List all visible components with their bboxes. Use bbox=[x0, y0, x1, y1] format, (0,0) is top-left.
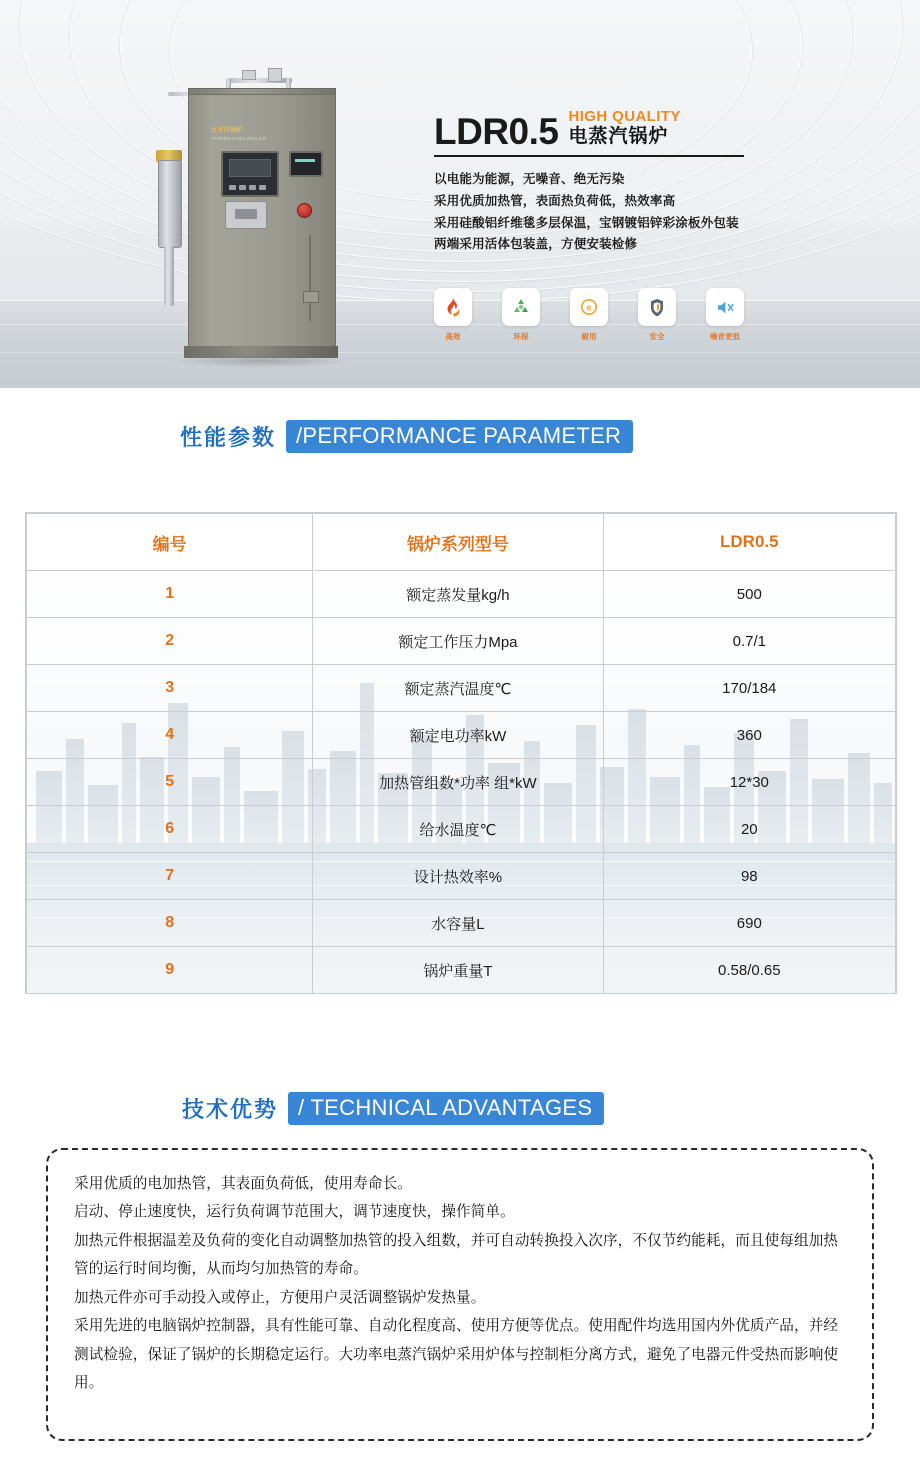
product-model: LDR0.5 bbox=[434, 110, 559, 152]
performance-parameter-table-container bbox=[25, 512, 897, 994]
cell-index: 7 bbox=[27, 853, 313, 900]
performance-title-en: /PERFORMANCE PARAMETER bbox=[286, 420, 633, 453]
advantages-title-cn: 技术优势 bbox=[182, 1097, 279, 1122]
cell-parameter: 加热管组数*功率 组*kW bbox=[313, 759, 603, 806]
cell-parameter: 额定电功率kW bbox=[313, 712, 603, 759]
panel-buttons bbox=[229, 185, 266, 190]
feature-item-safety bbox=[638, 288, 676, 342]
table-row bbox=[27, 947, 896, 994]
cell-value: 12*30 bbox=[603, 759, 895, 806]
panel-screen bbox=[229, 159, 271, 177]
machine-shadow bbox=[172, 354, 352, 368]
advantage-paragraph: 采用先进的电脑锅炉控制器，具有性能可靠、自动化程度高、使用方便等优点。使用配件均选用国内外优质产品，并经测试检验，保证了锅炉的长期稳定运行。大功率电蒸汽锅炉采用炉体与控制柜分离方式，避免了电器元件受热而影响使用。 bbox=[74, 1318, 839, 1392]
table-row bbox=[27, 712, 896, 759]
cell-value: 98 bbox=[603, 853, 895, 900]
advantages-section-title bbox=[182, 1092, 604, 1125]
advantages-text bbox=[74, 1170, 846, 1398]
table-body bbox=[27, 571, 896, 994]
brand-logo bbox=[211, 127, 291, 145]
feature-label: 噪音更低 bbox=[710, 332, 740, 341]
hero-banner bbox=[0, 0, 920, 388]
cell-value: 500 bbox=[603, 571, 895, 618]
performance-title-cn: 性能参数 bbox=[180, 425, 277, 450]
control-knob bbox=[225, 201, 267, 229]
advantage-paragraph: 采用优质的电加热管，其表面负荷低，使用寿命长。 bbox=[74, 1176, 412, 1192]
advantages-title-en: / TECHNICAL ADVANTAGES bbox=[288, 1092, 604, 1125]
cell-parameter: 给水温度℃ bbox=[313, 806, 603, 853]
feature-item-efficiency bbox=[434, 288, 472, 342]
cell-index: 4 bbox=[27, 712, 313, 759]
electric-icon bbox=[570, 288, 608, 326]
valve-icon bbox=[268, 68, 282, 82]
header-cell-model: LDR0.5 bbox=[603, 514, 895, 571]
performance-section-title bbox=[180, 420, 633, 453]
control-panel bbox=[221, 151, 279, 197]
cell-index: 9 bbox=[27, 947, 313, 994]
door-handle bbox=[303, 291, 319, 303]
description-line: 以电能为能源，无噪音、绝无污染 bbox=[434, 171, 625, 186]
feature-label: 安全 bbox=[649, 332, 665, 341]
brand-logo-cn: 太平洋锅炉 bbox=[211, 128, 244, 134]
brand-logo-en: TAIPINGYANG BOILER bbox=[211, 136, 267, 141]
table-row bbox=[27, 665, 896, 712]
cell-index: 1 bbox=[27, 571, 313, 618]
flame-icon bbox=[434, 288, 472, 326]
machine-cabinet bbox=[188, 94, 336, 358]
filter-drain bbox=[164, 246, 174, 306]
product-headline bbox=[434, 108, 904, 256]
cell-value: 360 bbox=[603, 712, 895, 759]
cell-parameter: 额定蒸汽温度℃ bbox=[313, 665, 603, 712]
shield-icon bbox=[638, 288, 676, 326]
technical-advantages-box bbox=[46, 1148, 874, 1441]
mute-speaker-icon bbox=[706, 288, 744, 326]
feature-icon-list bbox=[434, 288, 744, 342]
water-filter bbox=[158, 160, 182, 248]
description-line: 采用硅酸铝纤维毯多层保温，宝钢镀铝锌彩涂板外包装 bbox=[434, 215, 739, 230]
description-line: 两端采用活体包装盖，方便安装检修 bbox=[434, 237, 638, 252]
advantage-paragraph: 加热元件根据温差及负荷的变化自动调整加热管的投入组数，并可自动转换投入次序，不仅节约能耗，而且使每组加热管的运行时间均衡，从而均匀加热管的寿命。 bbox=[74, 1232, 839, 1278]
product-description bbox=[434, 169, 904, 257]
cell-value: 0.7/1 bbox=[603, 618, 895, 665]
feature-item-low-noise bbox=[706, 288, 744, 342]
advantage-paragraph: 启动、停止速度快，运行负荷调节范围大，调节速度快，操作简单。 bbox=[74, 1204, 515, 1221]
cell-parameter: 额定工作压力Mpa bbox=[313, 618, 603, 665]
cabinet-seam bbox=[309, 235, 311, 321]
emergency-stop-button bbox=[297, 203, 312, 218]
feature-item-durable bbox=[570, 288, 608, 342]
table-row bbox=[27, 853, 896, 900]
boiler-product-image bbox=[182, 78, 340, 358]
headline-underline bbox=[434, 155, 744, 157]
table-row bbox=[27, 571, 896, 618]
cell-index: 2 bbox=[27, 618, 313, 665]
advantage-paragraph: 加热元件亦可手动投入或停止，方便用户灵活调整锅炉发热量。 bbox=[74, 1289, 486, 1306]
svg-text:e: e bbox=[586, 302, 592, 313]
cell-parameter: 设计热效率% bbox=[313, 853, 603, 900]
cell-parameter: 锅炉重量T bbox=[313, 947, 603, 994]
cell-value: 0.58/0.65 bbox=[603, 947, 895, 994]
cell-value: 170/184 bbox=[603, 665, 895, 712]
cell-parameter: 额定蒸发量kg/h bbox=[313, 571, 603, 618]
top-pipe bbox=[226, 78, 292, 83]
table-row bbox=[27, 900, 896, 947]
high-quality-label: HIGH QUALITY bbox=[568, 108, 681, 125]
feature-label: 环保 bbox=[513, 332, 529, 341]
feature-item-eco bbox=[502, 288, 540, 342]
feature-label: 高效 bbox=[445, 332, 461, 341]
performance-parameter-table bbox=[26, 513, 896, 994]
cell-index: 5 bbox=[27, 759, 313, 806]
cell-value: 690 bbox=[603, 900, 895, 947]
header-cell-series: 锅炉系列型号 bbox=[313, 514, 603, 571]
cell-index: 3 bbox=[27, 665, 313, 712]
table-header-row bbox=[27, 514, 896, 571]
cell-index: 8 bbox=[27, 900, 313, 947]
cell-value: 20 bbox=[603, 806, 895, 853]
valve-icon bbox=[242, 70, 256, 80]
description-line: 采用优质加热管，表面热负荷低，热效率高 bbox=[434, 193, 676, 208]
cell-index: 6 bbox=[27, 806, 313, 853]
table-row bbox=[27, 618, 896, 665]
table-row bbox=[27, 759, 896, 806]
recycle-icon bbox=[502, 288, 540, 326]
product-name-cn: 电蒸汽锅炉 bbox=[568, 126, 669, 147]
cell-parameter: 水容量L bbox=[313, 900, 603, 947]
header-cell-index: 编号 bbox=[27, 514, 313, 571]
feature-label: 耐用 bbox=[581, 332, 597, 341]
digital-display bbox=[289, 151, 323, 177]
table-row bbox=[27, 806, 896, 853]
